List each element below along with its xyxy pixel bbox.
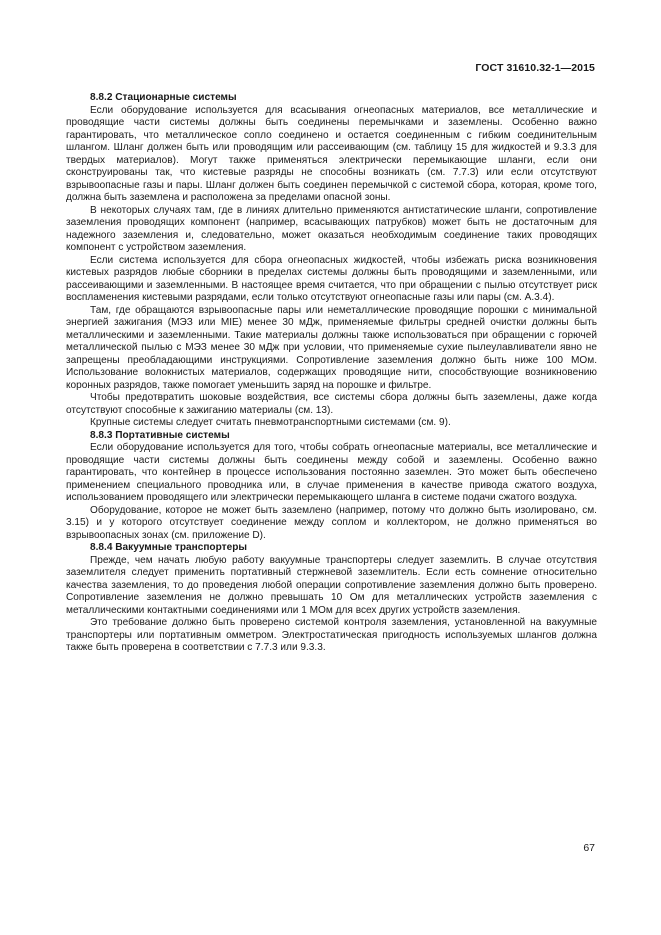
paragraph: Чтобы предотвратить шоковые воздействия, все системы сбора должны быть заземлены, даже когда отсутствуют способные к зажиганию материалы (см. 13). bbox=[66, 392, 597, 416]
paragraph: Если оборудование используется для того, чтобы собрать огнеопасные материалы, все металлические и проводящие части системы должны быть соединены между собой и заземлены. Особенно важно гарантировать, что контейнер в процессе использования постоянно заземлен. Это может быть обеспечено применением специального проводника или, в случае применения в качестве привода сжатого воздуха, использованием проводящего или электрически перемыкающего шланга в системе подачи сжатого воздуха. bbox=[66, 442, 597, 503]
paragraph: В некоторых случаях там, где в линиях длительно применяются антистатические шланги, сопротивление заземления проводящих компонент (например, всасывающих патрубков) может быть не достаточным для надежного заземления и, следовательно, может оказаться необходимым соединение таких проводящих компонент с устройством заземления. bbox=[66, 204, 597, 253]
paragraph: Если система используется для сбора огнеопасных жидкостей, чтобы избежать риска возникновения кистевых разрядов любые сборники в пределах системы должны быть проводящими и заземленными, или рассеивающими и заземленными. В настоящее время считается, что при обращении с пылью отсутствует риск воспламенения кистевыми разрядами, если только отсутствуют огнеопасные газы или пары (см. А.3.4). bbox=[66, 254, 597, 303]
paragraph: Там, где обращаются взрывоопасные пары или неметаллические проводящие порошки с минимальной энергией зажигания (МЭЗ или MIE) менее 30 мДж, применяемые фильтры средней очистки должны быть металлическими и заземленными. Такие материалы должны также использоваться при обращении с горючей металлической пылью с МЭЗ менее 30 мДж при условии, что применяемые сухие пылеулавливатели явно не запрещены преобладающими инструкциями. Сопротивление заземления должно быть ниже 100 МОм. Использование волокнистых материалов, содержащих проводящие нити, способствующие возникновению коронных разрядов, также помогает уменьшить заряд на порошке и фильтре. bbox=[66, 304, 597, 391]
paragraph: Крупные системы следует считать пневмотранспортными системами (см. 9). bbox=[90, 417, 451, 428]
paragraph: Оборудование, которое не может быть заземлено (например, потому что должно быть изолировано, см. 3.15) и у которого отсутствует соединение между соплом и коллектором, не должно применяться во взрывоопасных зонах (см. приложение D). bbox=[66, 504, 597, 541]
paragraph: Если оборудование используется для всасывания огнеопасных материалов, все металлические и проводящие части системы должны быть соединены перемычками и заземлены. Особенно важно гарантировать, что металлическое сопло соединено и остается соединенным с гибким соединительным шлангом. Шланг должен быть или проводящим или рассеивающим (см. таблицу 15 для жидкостей и 9.3.3 для твердых материалов). Могут также применяться электрически перемыкающие шланги, если они сконструированы так, что кистевые разряды не способны возникать (см. 7.7.3) или если отсутствуют взрывоопасные газы и пары. Шланг должен быть соединен перемычкой с системой сбора, которая, кроме того, должна быть заземлена и расположена за пределами опасной зоны. bbox=[66, 104, 597, 203]
page-number: 67 bbox=[583, 842, 595, 854]
section-heading: 8.8.2 Стационарные системы bbox=[90, 92, 237, 103]
document-body bbox=[66, 92, 597, 655]
section-heading: 8.8.3 Портативные системы bbox=[90, 429, 230, 441]
document-header: ГОСТ 31610.32-1—2015 bbox=[475, 62, 595, 74]
section-heading: 8.8.4 Вакуумные транспортеры bbox=[90, 542, 247, 553]
paragraph: Прежде, чем начать любую работу вакуумные транспортеры следует заземлить. В случае отсутствия заземлителя следует применить портативный стержневой заземлитель. Если есть сомнение относительно качества заземления, то до проведения любой операции сопротивление заземления должно быть проверено. Сопротивление заземления не должно превышать 10 Ом для металлических устройств заземления с металлическими контактными соединениями или 1 МОм для всех других устройств заземления. bbox=[66, 554, 597, 616]
paragraph: Это требование должно быть проверено системой контроля заземления, установленной на вакуумные транспортеры или портативным омметром. Электростатическая пригодность используемых шлангов должна также быть проверена в соответствии с 7.7.3 или 9.3.3. bbox=[66, 617, 597, 653]
